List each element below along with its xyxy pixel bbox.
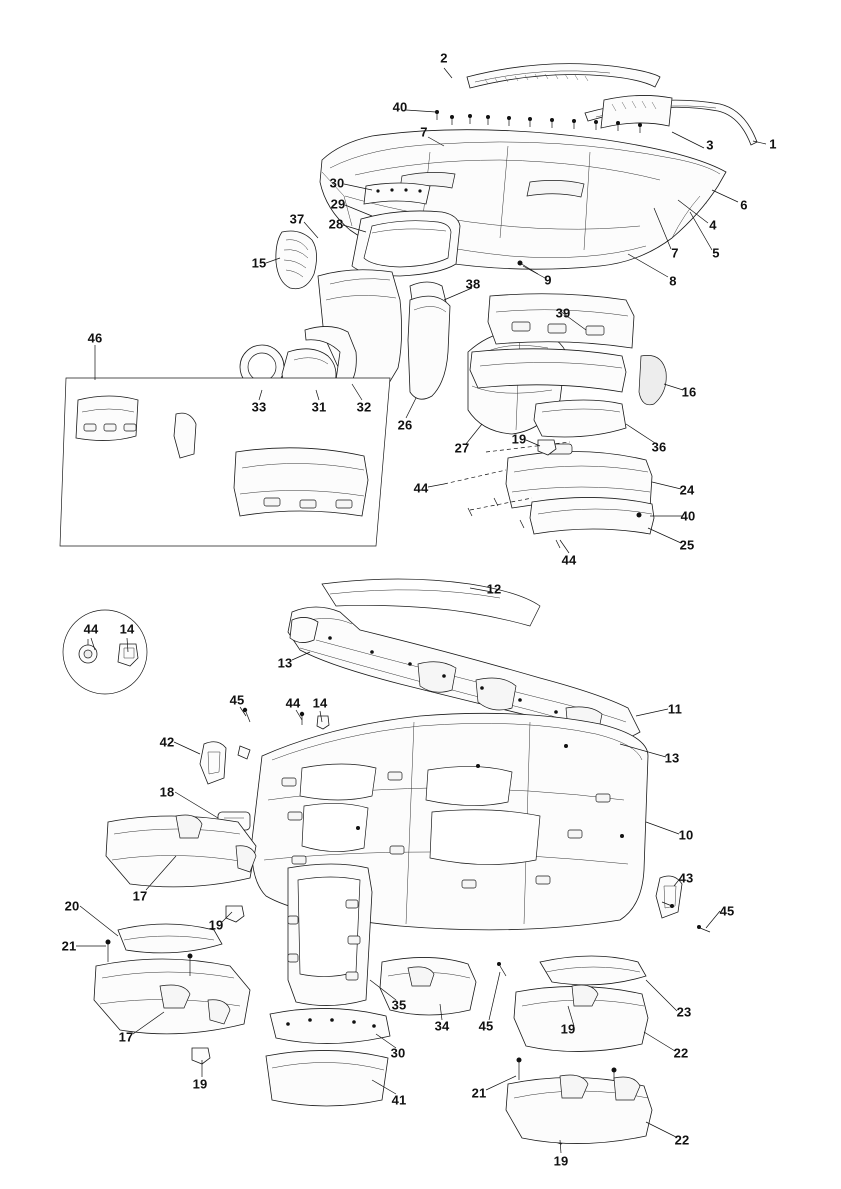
callout-5: 5 <box>712 245 720 261</box>
callout-19e: 19 <box>553 1153 569 1169</box>
callout-44a: 44 <box>413 480 429 496</box>
callout-39: 39 <box>555 305 571 321</box>
part-group-cluster-bezel <box>352 211 460 276</box>
callout-13a: 13 <box>277 655 293 671</box>
callout-7a: 7 <box>420 124 428 140</box>
callout-21a: 21 <box>61 938 77 954</box>
callout-6: 6 <box>740 197 748 213</box>
callout-15: 15 <box>251 255 267 271</box>
callout-23: 23 <box>676 1004 692 1020</box>
part-group-16 <box>639 355 666 404</box>
callout-30b: 30 <box>390 1045 406 1061</box>
callout-17a: 17 <box>132 888 148 904</box>
part-group-30-upper <box>364 183 430 204</box>
callout-34: 34 <box>434 1018 450 1034</box>
callout-32: 32 <box>356 399 372 415</box>
callout-21b: 21 <box>471 1085 487 1101</box>
callout-2: 2 <box>440 50 448 66</box>
callout-44d: 44 <box>285 695 301 711</box>
callout-24: 24 <box>679 482 695 498</box>
callout-7b: 7 <box>671 245 679 261</box>
part-group-30-41 <box>266 1008 390 1106</box>
callout-42: 42 <box>159 734 175 750</box>
part-group-42 <box>200 742 226 784</box>
callout-14a: 14 <box>119 621 135 637</box>
callout-26: 26 <box>397 417 413 433</box>
part-group-36 <box>534 400 626 437</box>
part-group-12 <box>322 579 540 626</box>
part-group-17-upper <box>106 815 256 887</box>
callout-10: 10 <box>678 827 694 843</box>
callout-8: 8 <box>669 273 677 289</box>
callout-43: 43 <box>678 870 694 886</box>
callout-27: 27 <box>454 440 470 456</box>
part-group-20 <box>118 924 222 953</box>
part-group-23-22 <box>506 956 652 1144</box>
callout-40b: 40 <box>680 508 696 524</box>
callout-33: 33 <box>251 399 267 415</box>
part-group-35 <box>288 864 372 1006</box>
callout-38: 38 <box>465 276 481 292</box>
part-group-46 <box>60 378 390 546</box>
callout-22b: 22 <box>674 1132 690 1148</box>
callout-19c: 19 <box>560 1021 576 1037</box>
callout-45a: 45 <box>229 692 245 708</box>
callout-41: 41 <box>391 1092 407 1108</box>
callout-11: 11 <box>667 701 683 717</box>
part-group-left-vent <box>276 231 317 289</box>
callout-4: 4 <box>709 217 717 233</box>
callout-19a: 19 <box>511 431 527 447</box>
callout-17b: 17 <box>118 1029 134 1045</box>
callout-45c: 45 <box>478 1018 494 1034</box>
callout-9: 9 <box>544 272 552 288</box>
callout-29: 29 <box>330 196 346 212</box>
callout-37: 37 <box>289 211 305 227</box>
callout-13b: 13 <box>664 750 680 766</box>
callout-25: 25 <box>679 537 695 553</box>
callout-3: 3 <box>706 137 714 153</box>
part-group-17-lower <box>94 959 250 1034</box>
callout-30a: 30 <box>329 175 345 191</box>
callout-28: 28 <box>328 216 344 232</box>
callout-35: 35 <box>391 997 407 1013</box>
callout-45b: 45 <box>719 903 735 919</box>
callout-22a: 22 <box>673 1045 689 1061</box>
callout-14b: 14 <box>312 695 328 711</box>
callout-20: 20 <box>64 898 80 914</box>
callout-19d: 19 <box>192 1076 208 1092</box>
callout-44c: 44 <box>83 621 99 637</box>
callout-46: 46 <box>87 330 103 346</box>
callout-31: 31 <box>311 399 327 415</box>
callout-40a: 40 <box>392 99 408 115</box>
callout-36: 36 <box>651 439 667 455</box>
callout-16: 16 <box>681 384 697 400</box>
callout-19b: 19 <box>208 917 224 933</box>
callout-12: 12 <box>486 581 502 597</box>
part-group-glovebox <box>444 442 654 548</box>
callout-44b: 44 <box>561 552 577 568</box>
callout-18: 18 <box>159 784 175 800</box>
callout-1: 1 <box>769 136 777 152</box>
